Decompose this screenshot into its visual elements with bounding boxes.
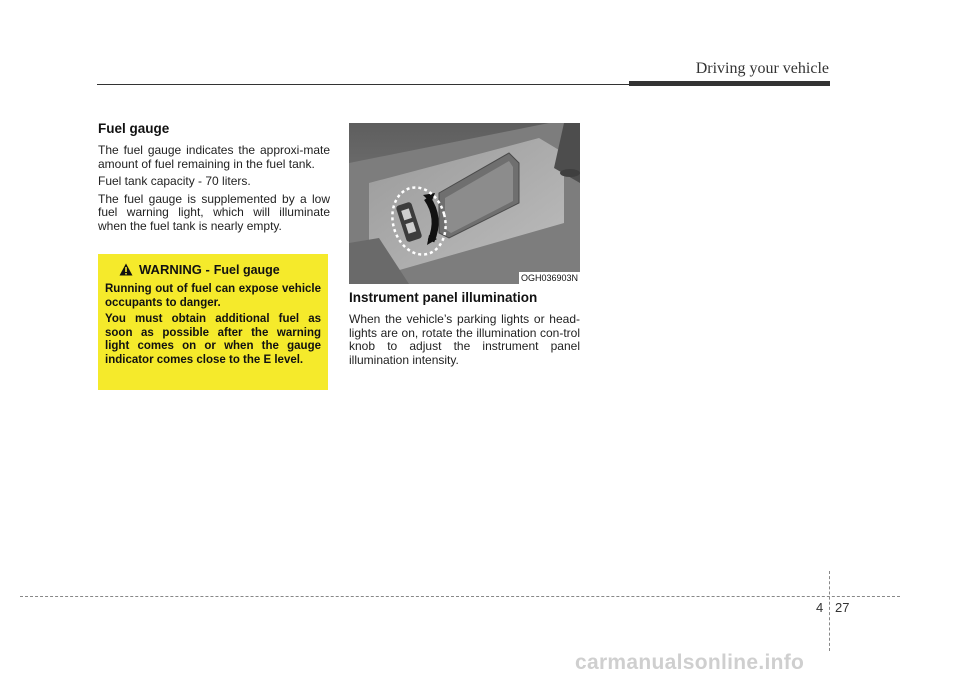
- header-rule-accent: [629, 81, 830, 86]
- fuel-warning-light-paragraph: The fuel gauge is supplemented by a low fuel warning light, which will illuminate when the fuel tank is nearly empty.: [98, 191, 330, 233]
- figure-code: OGH036903N: [520, 273, 578, 283]
- page-number: 27: [835, 600, 850, 615]
- fuel-gauge-section: [98, 121, 330, 237]
- warning-paragraph: Running out of fuel can expose vehicle occupants to danger.: [105, 283, 321, 309]
- chapter-number: 4: [816, 600, 824, 615]
- fuel-capacity-paragraph: Fuel tank capacity - 70 liters.: [98, 174, 251, 188]
- warning-subtitle: Fuel gauge: [213, 262, 280, 277]
- fuel-gauge-paragraph: The fuel gauge indicates the approxi-mate amount of fuel remaining in the fuel tank.: [98, 143, 330, 171]
- warning-box: [98, 254, 328, 390]
- footer-divider: [829, 571, 830, 651]
- warning-triangle-icon: [119, 263, 133, 276]
- illumination-heading: Instrument panel illumination: [349, 290, 538, 305]
- warning-header: [119, 262, 321, 277]
- fuel-gauge-heading: Fuel gauge: [98, 121, 170, 136]
- footer-rule: [20, 596, 900, 597]
- header-rule: [97, 84, 629, 85]
- illumination-section: [349, 290, 580, 371]
- illumination-knob-figure: [349, 123, 580, 284]
- page-header-title: Driving your vehicle: [695, 60, 829, 77]
- warning-title: WARNING -: [139, 262, 210, 277]
- illumination-paragraph: When the vehicle’s parking lights or head-lights are on, rotate the illumination con-trol knob to adjust the instrument panel illumination intensity.: [349, 312, 580, 367]
- dashboard-illustration: [349, 123, 580, 284]
- watermark: carmanualsonline.info: [575, 651, 805, 674]
- warning-paragraph: You must obtain additional fuel as soon as possible after the warning light comes on or when the gauge indicator comes close to the E level.: [105, 313, 321, 366]
